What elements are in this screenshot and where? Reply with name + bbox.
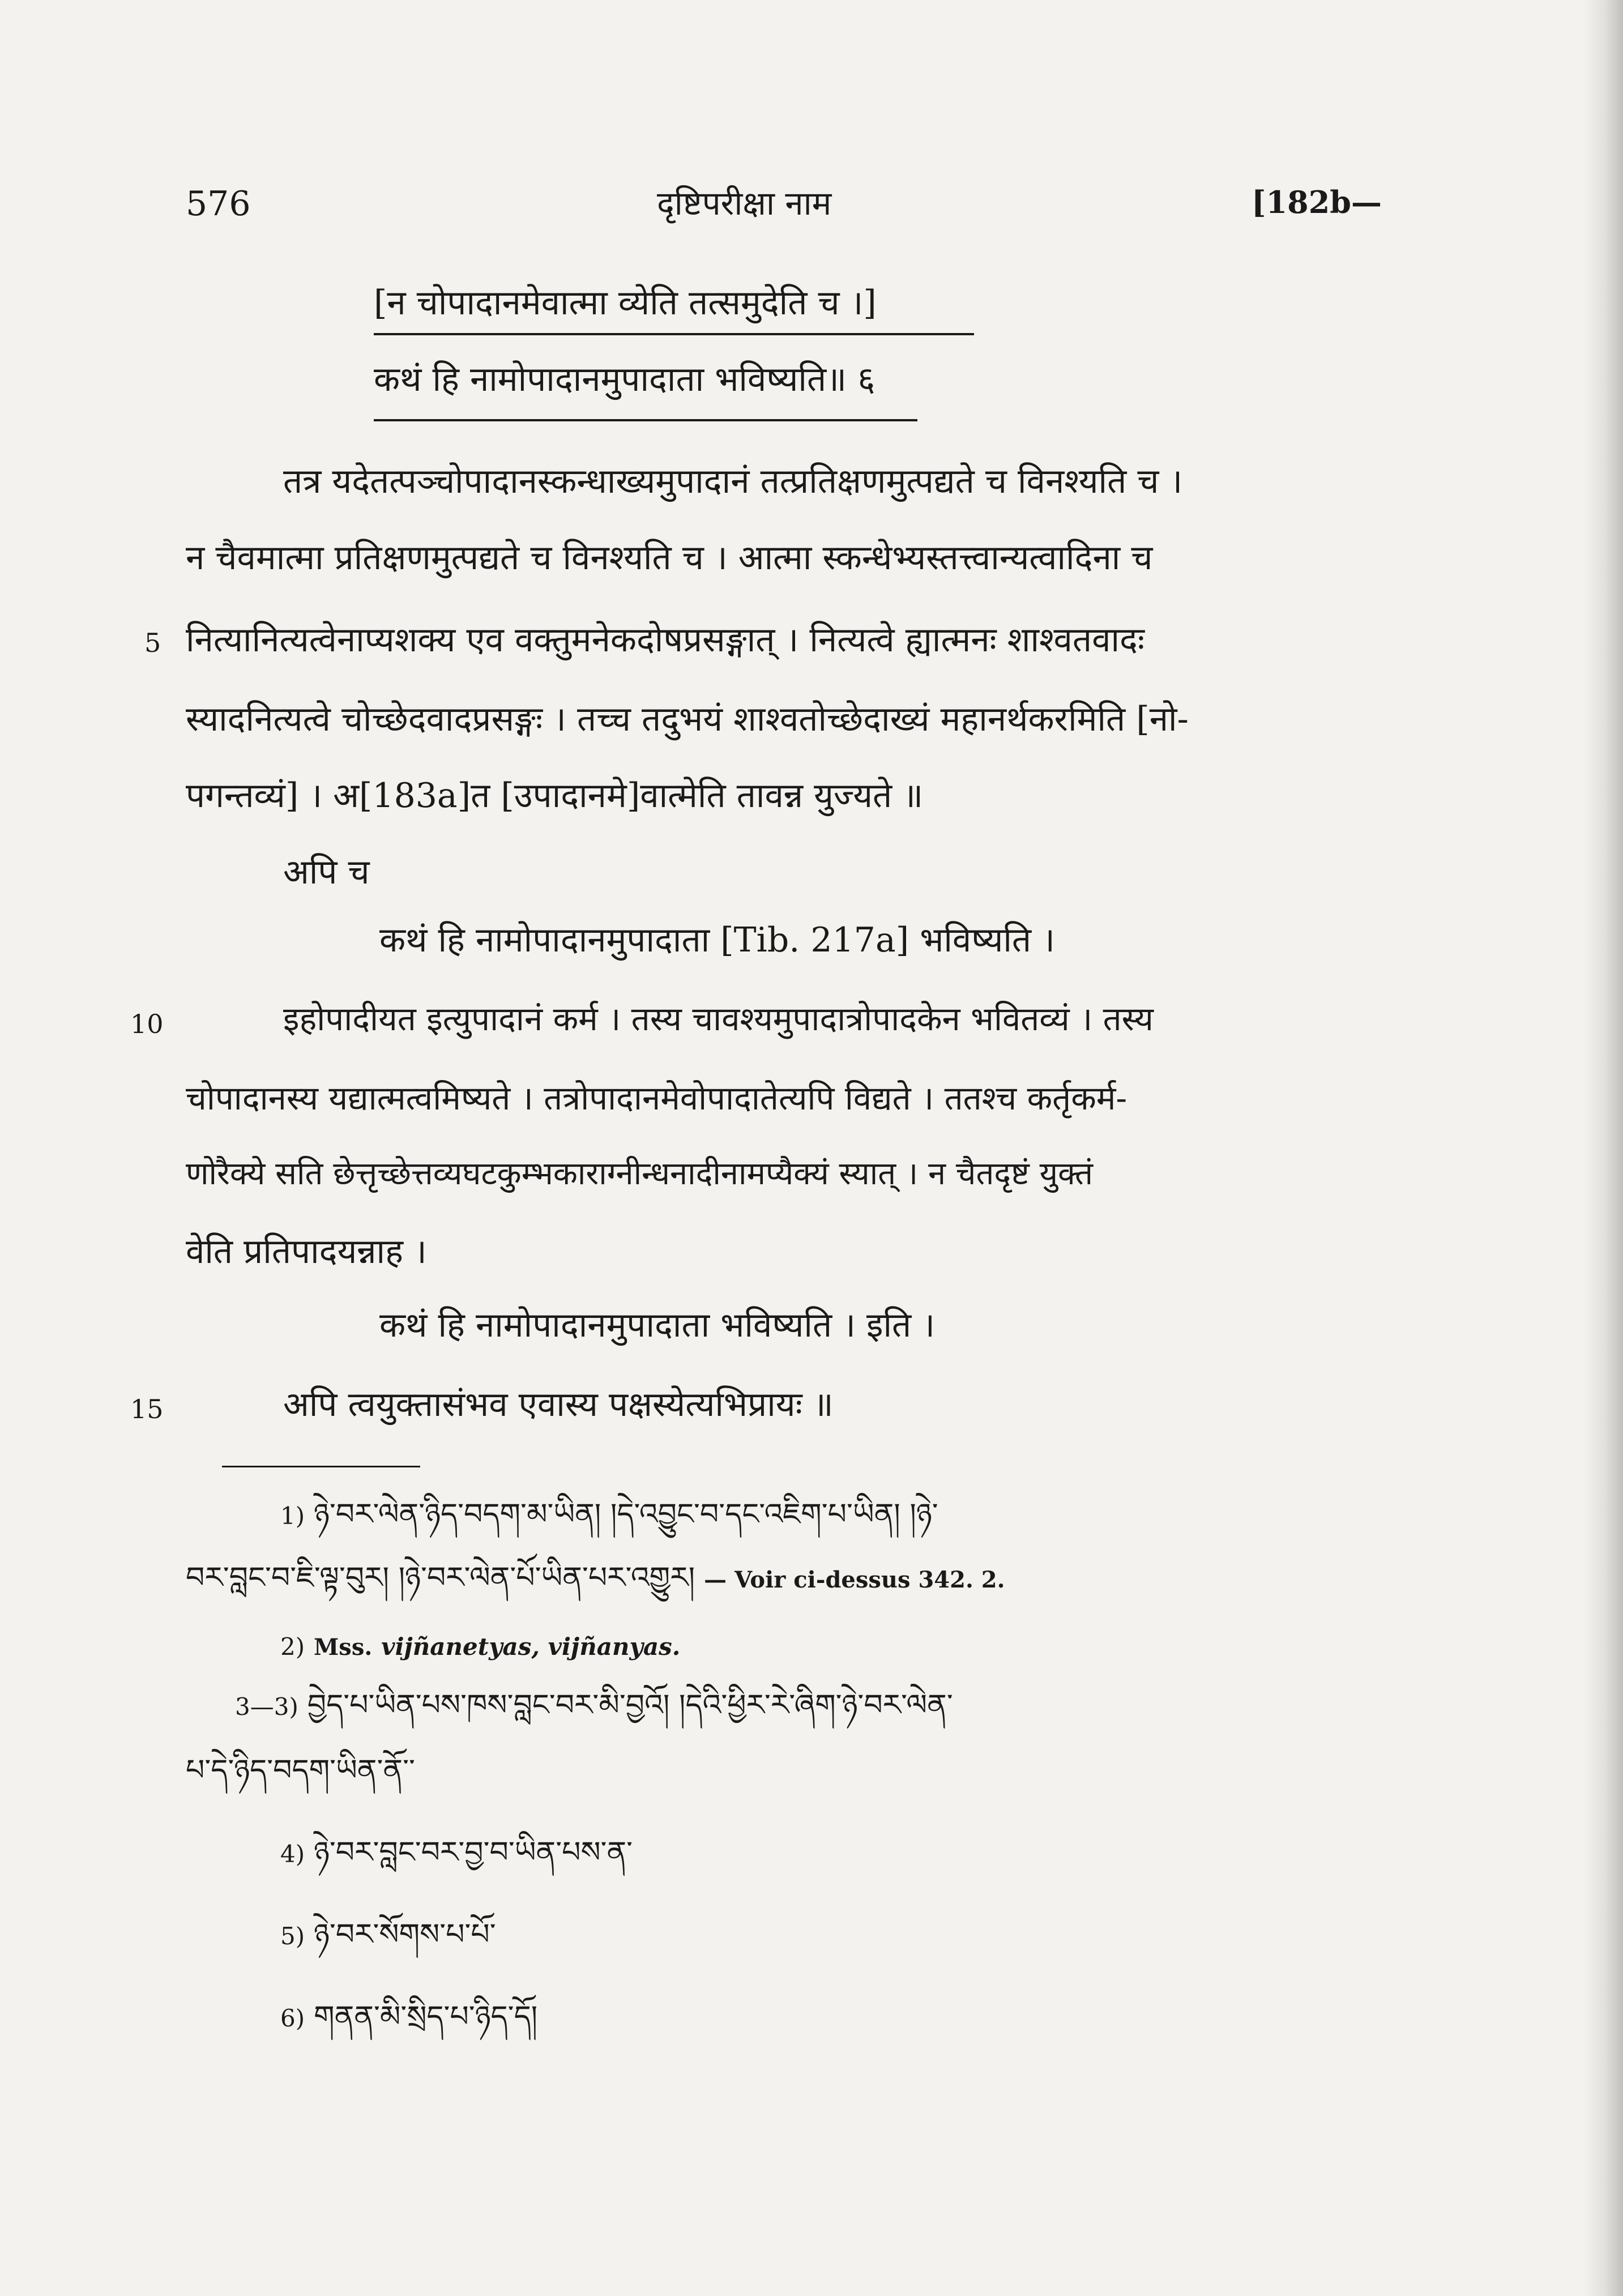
footnote-1-continued	[186, 1563, 1005, 1593]
footnote-6-text: གནན་མི་སྲིད་པ་ཉིད་དོ།	[314, 2000, 538, 2034]
body-line-13: अपि त्वयुक्तासंभव एवास्य पक्षस्येत्यभिप्रायः ॥	[283, 1385, 834, 1424]
footnote-3-number: 3—3)	[235, 1693, 298, 1721]
footnote-6-number: 6)	[280, 2004, 305, 2032]
footnote-4	[280, 1836, 633, 1870]
footnote-separator	[222, 1466, 420, 1467]
footnote-2	[280, 1631, 680, 1659]
verse-line-1: [न चोपादानमेवात्मा व्येति तत्समुदेति च ।]	[374, 283, 877, 323]
running-title: दृष्टिपरीक्षा नाम	[657, 184, 832, 223]
body-line-2: न चैवमात्मा प्रतिक्षणमुत्पद्यते च विनश्यति च । आत्मा स्कन्धेभ्यस्तत्त्वान्यत्वादिना च	[186, 538, 1153, 578]
footnote-2-text: vijñanetyas, vijñanyas.	[381, 1633, 681, 1661]
body-line-11: वेति प्रतिपादयन्नाह ।	[186, 1232, 427, 1271]
verse-underline-2	[374, 419, 917, 421]
footnote-4-number: 4)	[280, 1840, 305, 1868]
footnote-1	[280, 1497, 938, 1531]
footnote-5-number: 5)	[280, 1922, 305, 1950]
footnote-3	[235, 1688, 953, 1722]
page-number: 576	[186, 184, 251, 224]
line-number-15: 15	[130, 1394, 164, 1424]
body-line-12: कथं हि नामोपादानमुपादाता भविष्यति । इति ।	[379, 1305, 936, 1345]
footnote-3-line-2: པ་དེ་ཉིད་བདག་ཡིན་ནོ་་	[186, 1753, 415, 1787]
body-line-7: कथं हि नामोपादानमुपादाता [Tib. 217a] भविष्यति ।	[379, 920, 1055, 960]
body-line-1: तत्र यदेतत्पञ्चोपादानस्कन्धाख्यमुपादानं तत्प्रतिक्षणमुत्पद्यते च विनश्यति च ।	[283, 462, 1183, 501]
verse-line-2: कथं हि नामोपादानमुपादाता भविष्यति॥ ६	[374, 360, 875, 399]
body-line-8: इहोपादीयत इत्युपादानं कर्म । तस्य चावश्यमुपादात्रोपादकेन भवितव्यं । तस्य	[283, 1000, 1154, 1038]
footnote-3-continued	[186, 1753, 415, 1787]
footnote-1-line-2: བར་བླང་བ་ཇི་ལྟ་བུར། །ཉེ་བར་ལེན་པོ་ཡིན་པར་འགྱུར།	[186, 1561, 695, 1595]
line-number-5: 5	[144, 628, 161, 658]
body-line-3: नित्यानित्यत्वेनाप्यशक्य एव वक्तुमनेकदोषप्रसङ्गात् । नित्यत्वे ह्यात्मनः शाश्वतवादः	[186, 620, 1144, 660]
footnote-1-reference: — Voir ci-dessus 342. 2.	[704, 1567, 1005, 1593]
body-line-5: पगन्तव्यं] । अ[183a]त [उपादानमे]वात्मेति तावन्न युज्यते ॥	[186, 776, 924, 816]
footnote-3-line-1: བྱེད་པ་ཡིན་པས་ཁས་བླང་བར་མི་བྱའོ། །དེའི་ཕྱིར་རེ་ཞིག་ཉེ་བར་ལེན་	[307, 1688, 953, 1722]
footnote-5	[280, 1918, 496, 1952]
body-line-4: स्यादनित्यत्वे चोच्छेदवादप्रसङ्गः । तच्च तदुभयं शाश्वतोच्छेदाख्यं महानर्थकरमिति [नो-	[186, 699, 1189, 739]
footnote-1-number: 1)	[280, 1502, 305, 1530]
footnote-2-number: 2)	[280, 1633, 305, 1661]
body-line-10: णोरैक्ये सति छेत्तृच्छेत्तव्यघटकुम्भकाराग्नीन्धनादीनामप्यैक्यं स्यात् । न चैतदृष्टं युक्तं	[186, 1155, 1094, 1192]
scan-edge	[1583, 0, 1623, 2296]
footnote-5-text: ཉེ་བར་སོགས་པ་པོ་	[314, 1918, 496, 1952]
line-number-10: 10	[130, 1009, 164, 1039]
footnote-6	[280, 2002, 537, 2032]
footnote-4-text: ཉེ་བར་བླང་བར་བྱ་བ་ཡིན་པས་ན་	[314, 1836, 633, 1870]
folio-reference: [182b—	[1252, 184, 1382, 220]
body-line-6: अपि च	[283, 852, 370, 892]
body-line-9: चोपादानस्य यद्यात्मत्वमिष्यते । तत्रोपादानमेवोपादातेत्यपि विद्यते । ततश्च कर्तृकर्म-	[186, 1079, 1127, 1117]
footnote-2-mss: Mss.	[314, 1634, 373, 1661]
footnote-1-line-1: ཉེ་བར་ལེན་ཉིད་བདག་མ་ཡིན། །དེ་འབྱུང་བ་དང་འཇིག་པ་ཡིན། །ཉེ་	[314, 1497, 938, 1531]
verse-underline-1	[374, 333, 974, 335]
